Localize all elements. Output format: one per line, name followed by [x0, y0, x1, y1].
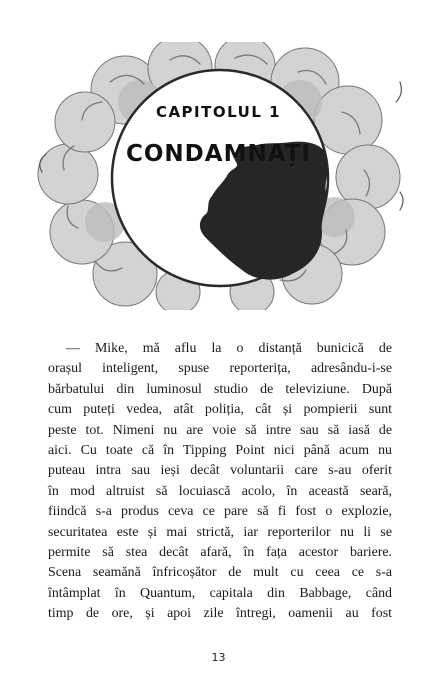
- chapter-title: CONDAMNAȚI: [126, 141, 311, 167]
- text-line: peste tot. Nimeni nu are voie să intre sau să iasă de: [48, 422, 392, 438]
- text-line: în mod altruist să locuiască acolo, în această seară,: [48, 483, 392, 499]
- chapter-label: CAPITOLUL 1: [155, 103, 282, 121]
- text-line: Scena seamănă înfricoșător de mult cu ceea ce s-a: [48, 565, 392, 581]
- page-number: 13: [211, 651, 226, 664]
- text-line: permite să stea decât afară, în fața acestor bariere.: [48, 545, 392, 561]
- text-line: securitatea este și mai strictă, iar reporterilor nu li se: [48, 524, 392, 540]
- text-line: timp de ore, și apoi zile întregi, oamenii au fost: [48, 606, 392, 622]
- text-line: cum puteți vedea, atât poliția, cât și pompierii sunt: [48, 402, 392, 418]
- text-line: — Mike, mă aflu la o distanță bunicică de: [66, 341, 392, 356]
- text-line: aici. Cu toate că în Tipping Point nici până acum nu: [48, 443, 392, 459]
- text-line: întâmplat în Quantum, capitala din Babbage, când: [48, 585, 392, 601]
- cloud-ring-icon: [38, 42, 403, 310]
- text-line: puteau intra sau ieși decât voluntarii care s-au oferit: [48, 463, 392, 479]
- text-line: bărbatului din luminosul studio de televiziune. După: [48, 381, 392, 397]
- body-text: [48, 339, 392, 625]
- text-line: orașul inteligent, spuse reporterița, adresându-i-se: [48, 361, 392, 377]
- chapter-illustration: [30, 42, 410, 310]
- text-line: fiindcă s-a produs ceva ce pare să fi fost o explozie,: [48, 504, 392, 520]
